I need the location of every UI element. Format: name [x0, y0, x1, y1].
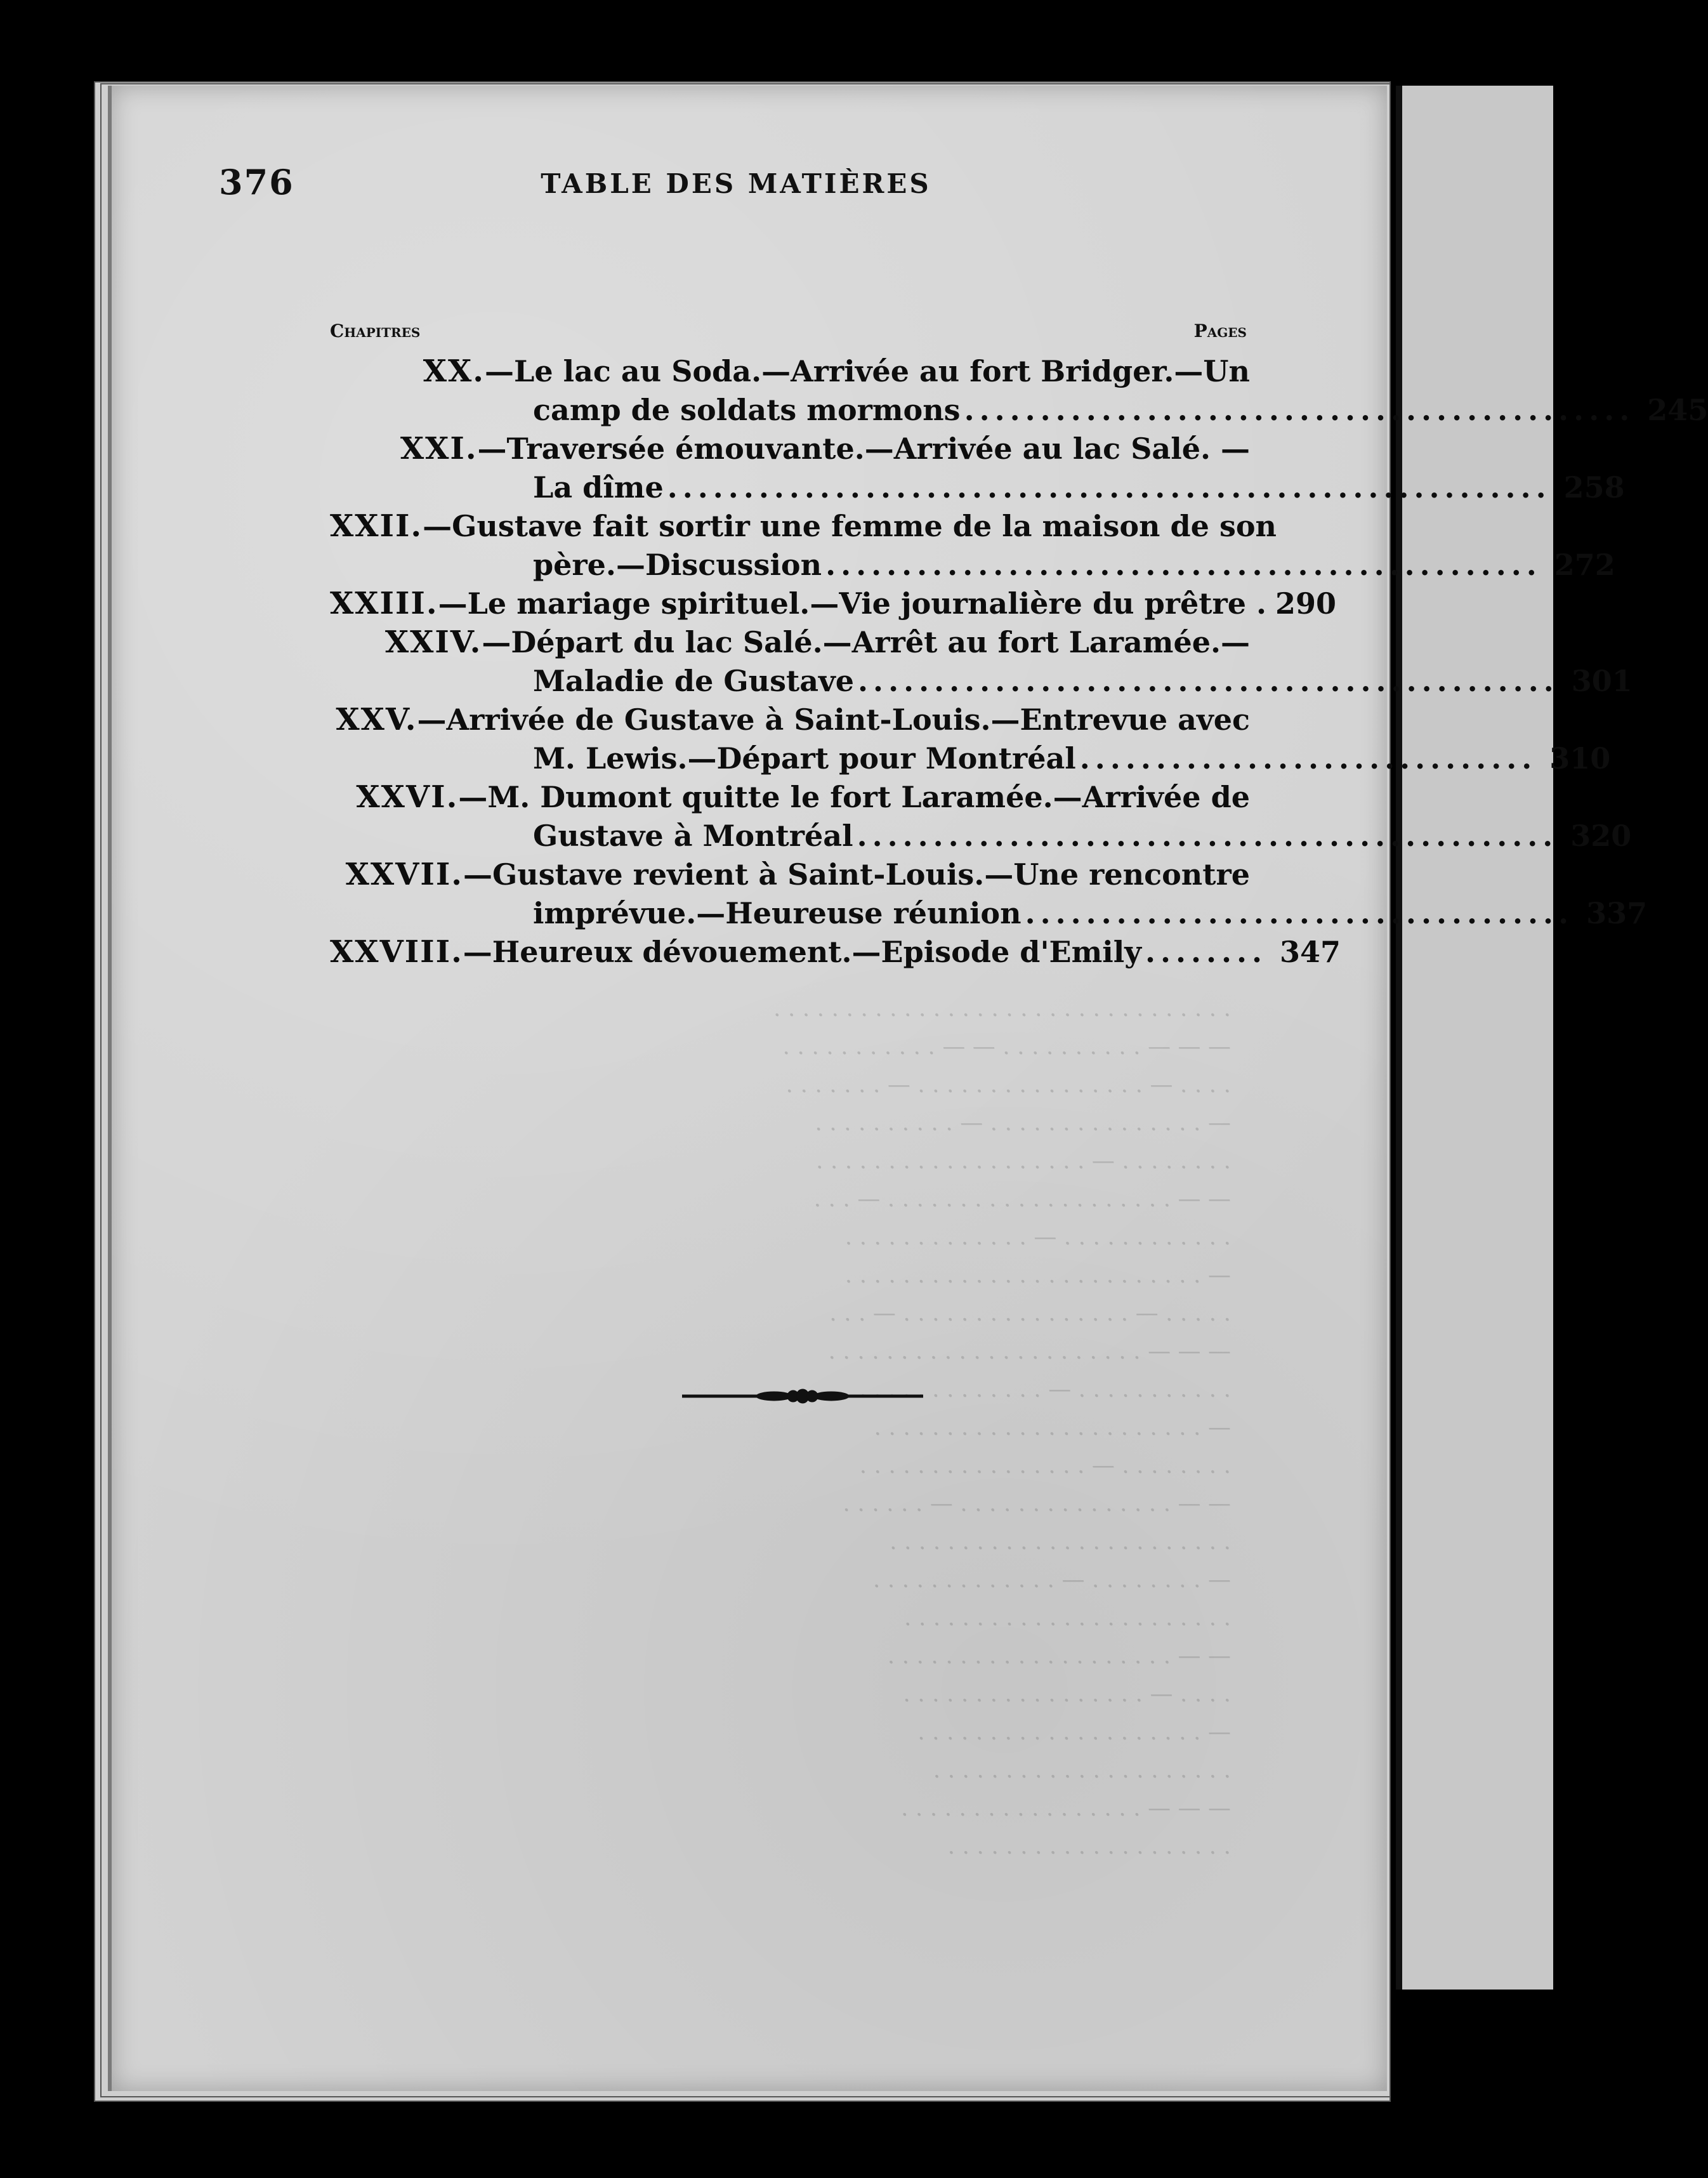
- page-reference: 320: [1570, 819, 1632, 853]
- chapter-title-line: —Arrivée de Gustave à Saint-Louis.—Entrevue avec: [417, 703, 1250, 737]
- chapter-numeral: XXVIII.: [330, 934, 463, 970]
- chapter-title-line: imprévue.—Heureuse réunion: [533, 896, 1022, 930]
- chapter-title-line: —M. Dumont quitte le fort Laramée.—Arrivée de: [458, 780, 1250, 814]
- chapter-title-line: Gustave à Montréal: [533, 819, 853, 853]
- chapter-numeral: XXI.: [400, 431, 478, 466]
- page-reference: 258: [1563, 470, 1625, 505]
- pages-label: Pages: [1193, 320, 1247, 341]
- toc-entry: [330, 933, 1341, 972]
- chapter-title-line: —Le lac au Soda.—Arrivée au fort Bridger.—Un: [485, 354, 1250, 388]
- toc-entry: [330, 352, 1708, 430]
- page-reference: 347: [1280, 935, 1341, 969]
- page-reference: 290: [1275, 586, 1337, 621]
- chapter-title-line: Maladie de Gustave: [533, 664, 855, 698]
- chapter-title-line: —Heureux dévouement.—Episode d'Emily: [463, 935, 1141, 969]
- chapter-numeral: XXII.: [330, 508, 423, 544]
- toc-entry: [330, 855, 1648, 933]
- page-reference: 245: [1647, 393, 1708, 427]
- chapter-numeral: XXIV.: [384, 624, 482, 660]
- page-reference: 301: [1571, 664, 1632, 698]
- toc-entry: [330, 584, 1337, 623]
- page-header: [219, 162, 1253, 213]
- chapter-numeral: XXV.: [336, 702, 417, 737]
- toc-entry: [330, 778, 1632, 855]
- chapter-numeral: XXIII.: [330, 586, 438, 621]
- page-reference: 337: [1586, 896, 1648, 930]
- chapter-numeral: XXVII.: [345, 857, 463, 892]
- chapter-title-line: La dîme: [533, 470, 664, 505]
- chapter-title-line: —Départ du lac Salé.—Arrêt au fort Laramée.—: [482, 625, 1250, 659]
- dot-leader: ..............................................: [857, 819, 1558, 853]
- toc-entry: [330, 701, 1611, 778]
- chapter-title-line: —Gustave revient à Saint-Louis.—Une rencontre: [463, 857, 1250, 892]
- chapter-title-line: —Gustave fait sortir une femme de la maison de son: [423, 509, 1277, 543]
- dot-leader: ...............................................: [825, 548, 1542, 582]
- dot-leader: ............................................: [964, 393, 1635, 427]
- toc-entry: [330, 430, 1625, 507]
- page-number: 376: [219, 162, 294, 202]
- dot-leader: ........: [1145, 935, 1268, 969]
- dot-leader: ..........................................................: [667, 470, 1551, 505]
- chapter-title-line: père.—Discussion: [533, 548, 822, 582]
- toc-entry: [330, 623, 1632, 701]
- chapter-numeral: XXVI.: [356, 779, 459, 815]
- dot-leader: ..............................................: [858, 664, 1559, 698]
- running-title: TABLE DES MATIÈRES: [541, 168, 931, 199]
- facing-page: [1396, 86, 1553, 1990]
- dot-leader: ..............................: [1079, 741, 1537, 776]
- chapter-title-line: camp de soldats mormons: [533, 393, 961, 427]
- chapter-title-line: —Le mariage spirituel.—Vie journalière du prêtre .: [438, 586, 1267, 621]
- toc-entry: [330, 507, 1615, 584]
- column-labels: [330, 320, 1247, 346]
- chapter-numeral: XX.: [423, 353, 485, 389]
- chapter-title-line: —Traversée émouvante.—Arrivée au lac Salé. —: [477, 432, 1250, 466]
- chapters-label: Chapitres: [330, 320, 421, 341]
- page-reference: 310: [1549, 741, 1611, 776]
- dot-leader: ....................................: [1025, 896, 1574, 930]
- page-reference: 272: [1554, 548, 1615, 582]
- show-through-texture: . . . . . . . . . . . . . . . . . . . . . . . . . . . . . . . . — — — . . . . . . . . . . — — . . . . . . . . . . . . . . . — . . . . . . . . . . . . . . . . — . . . . . . . — . . . . . . . . . . . . . . . — . . . . . . . . . . . . . . . . . . — . . . . . . . . . . . . . . . . . . . — — . . . . . . . . . . . . . . . . . . . . — . . . . . . . . . . . . . . . — . . . . . . . . . . . . . — . . . . . . . . . . . . . . . . . . . . . . . . . . . . . . — . . . . . . . . . . . . . . . . — . . . — — — . . . . . . . . . . . . . . . . . . . . . . . . . . . . . . . . . — . . . . . . . . . . . . . — . . . . . . . . . . . . . . . . . . . . . . . . . . . . . . . — . . . . . . . . . . . . . . . . — — . . . . . . . . . . . . . . . — . . . . . . . . . . . . . . . . . . . . . . . . . . . . . . — . . . . . . . . — . . . . . . . . . . . . . . . . . . . . . . . . . . . . . . . . . . . . — — . . . . . . . . . . . . . . . . . . . . . . . . — . . . . . . . . . . . . . . . . . — . . . . . . . . . . . . . . . . . . . . . . . . . . . . . . . . . . . . . . . . . — — — . . . . . . . . . . . . . . . . . . . . . . . . . . . . . . . . . . . . .: [773, 996, 1231, 1859]
- table-of-contents: [330, 352, 1708, 972]
- chapter-title-line: M. Lewis.—Départ pour Montréal: [533, 741, 1076, 776]
- typographic-ornament-icon: [679, 1383, 926, 1409]
